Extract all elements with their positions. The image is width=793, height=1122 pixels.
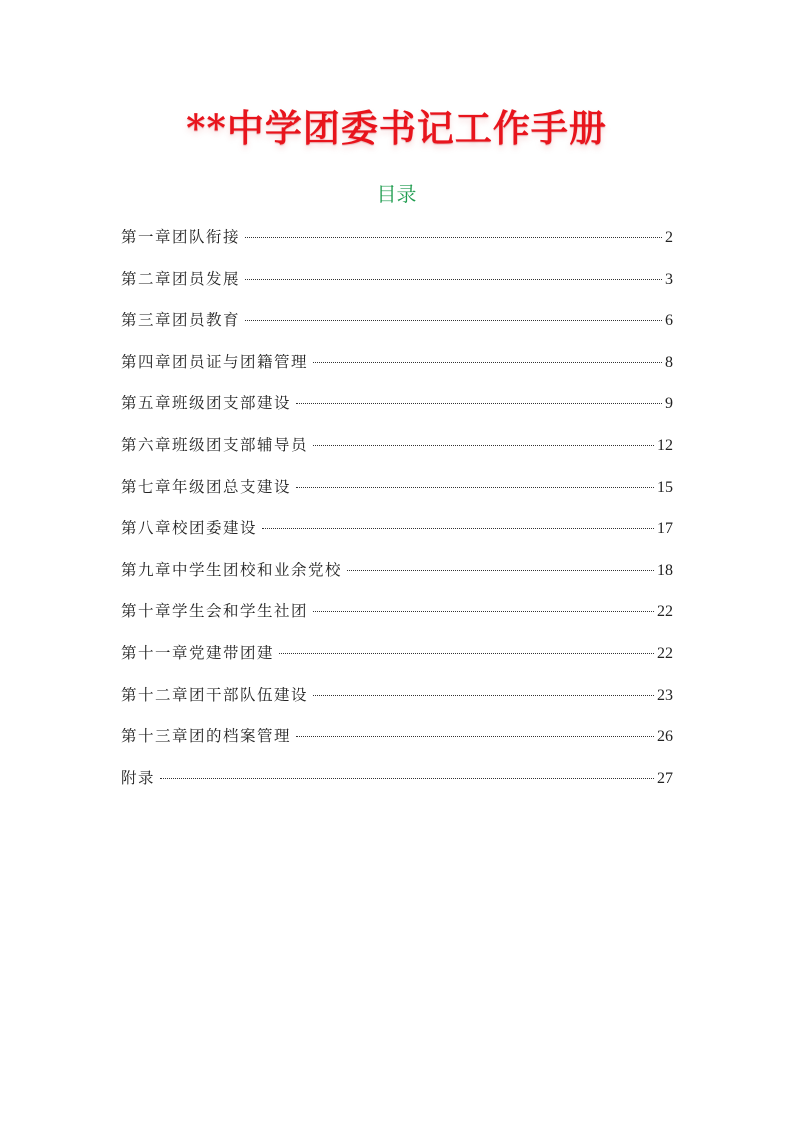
toc-entry-label: 第八章校团委建设 — [121, 519, 258, 538]
dot-leader — [296, 402, 662, 404]
dot-leader — [313, 694, 654, 696]
toc-entry-page: 12 — [657, 436, 673, 454]
toc-entry-label: 第三章团员教育 — [121, 311, 241, 330]
toc-entry[interactable] — [121, 765, 673, 807]
toc-entry-label: 第十章学生会和学生社团 — [121, 602, 309, 621]
toc-entry-page: 17 — [657, 520, 673, 538]
toc-entry[interactable] — [121, 307, 673, 349]
dot-leader — [347, 569, 654, 571]
table-of-contents — [121, 224, 673, 806]
toc-entry-label: 第五章班级团支部建设 — [121, 394, 292, 413]
dot-leader — [313, 361, 662, 363]
toc-entry-page: 9 — [665, 395, 673, 413]
toc-entry-page: 23 — [657, 686, 673, 704]
dot-leader — [296, 735, 654, 737]
dot-leader — [245, 278, 662, 280]
toc-entry-label: 第九章中学生团校和业余党校 — [121, 560, 343, 579]
toc-heading: 目录 — [376, 182, 417, 206]
toc-entry-label: 第六章班级团支部辅导员 — [121, 435, 309, 454]
toc-entry-label: 第四章团员证与团籍管理 — [121, 352, 309, 371]
toc-entry[interactable] — [121, 682, 673, 724]
toc-entry[interactable] — [121, 557, 673, 599]
toc-entry[interactable] — [121, 432, 673, 474]
dot-leader — [245, 236, 662, 238]
dot-leader — [313, 610, 654, 612]
dot-leader — [245, 319, 662, 321]
dot-leader — [313, 444, 654, 446]
toc-entry-page: 22 — [657, 644, 673, 662]
toc-entry-page: 8 — [665, 353, 673, 371]
toc-entry-page: 27 — [657, 769, 673, 787]
toc-entry[interactable] — [121, 390, 673, 432]
toc-entry[interactable] — [121, 224, 673, 266]
toc-entry-label: 第十三章团的档案管理 — [121, 727, 292, 746]
toc-entry-label: 第十一章党建带团建 — [121, 643, 275, 662]
toc-entry[interactable] — [121, 474, 673, 516]
toc-entry-page: 15 — [657, 478, 673, 496]
toc-entry[interactable] — [121, 349, 673, 391]
toc-entry-page: 26 — [657, 728, 673, 746]
toc-entry-page: 22 — [657, 603, 673, 621]
toc-entry[interactable] — [121, 598, 673, 640]
toc-entry-label: 第二章团员发展 — [121, 269, 241, 288]
toc-entry[interactable] — [121, 723, 673, 765]
toc-entry-page: 2 — [665, 229, 673, 246]
toc-entry[interactable] — [121, 515, 673, 557]
dot-leader — [160, 777, 654, 779]
toc-entry-page: 18 — [657, 561, 673, 579]
dot-leader — [296, 486, 654, 488]
toc-entry-label: 第七章年级团总支建设 — [121, 477, 292, 496]
toc-entry-label: 第十二章团干部队伍建设 — [121, 685, 309, 704]
toc-entry-page: 6 — [665, 312, 673, 330]
dot-leader — [262, 527, 654, 529]
toc-entry-label: 附录 — [121, 768, 156, 787]
toc-entry[interactable] — [121, 266, 673, 308]
toc-entry-label: 第一章团队衔接 — [121, 228, 241, 246]
document-title: **中学团委书记工作手册 — [186, 106, 607, 150]
dot-leader — [279, 652, 654, 654]
toc-entry[interactable] — [121, 640, 673, 682]
toc-entry-page: 3 — [665, 270, 673, 288]
